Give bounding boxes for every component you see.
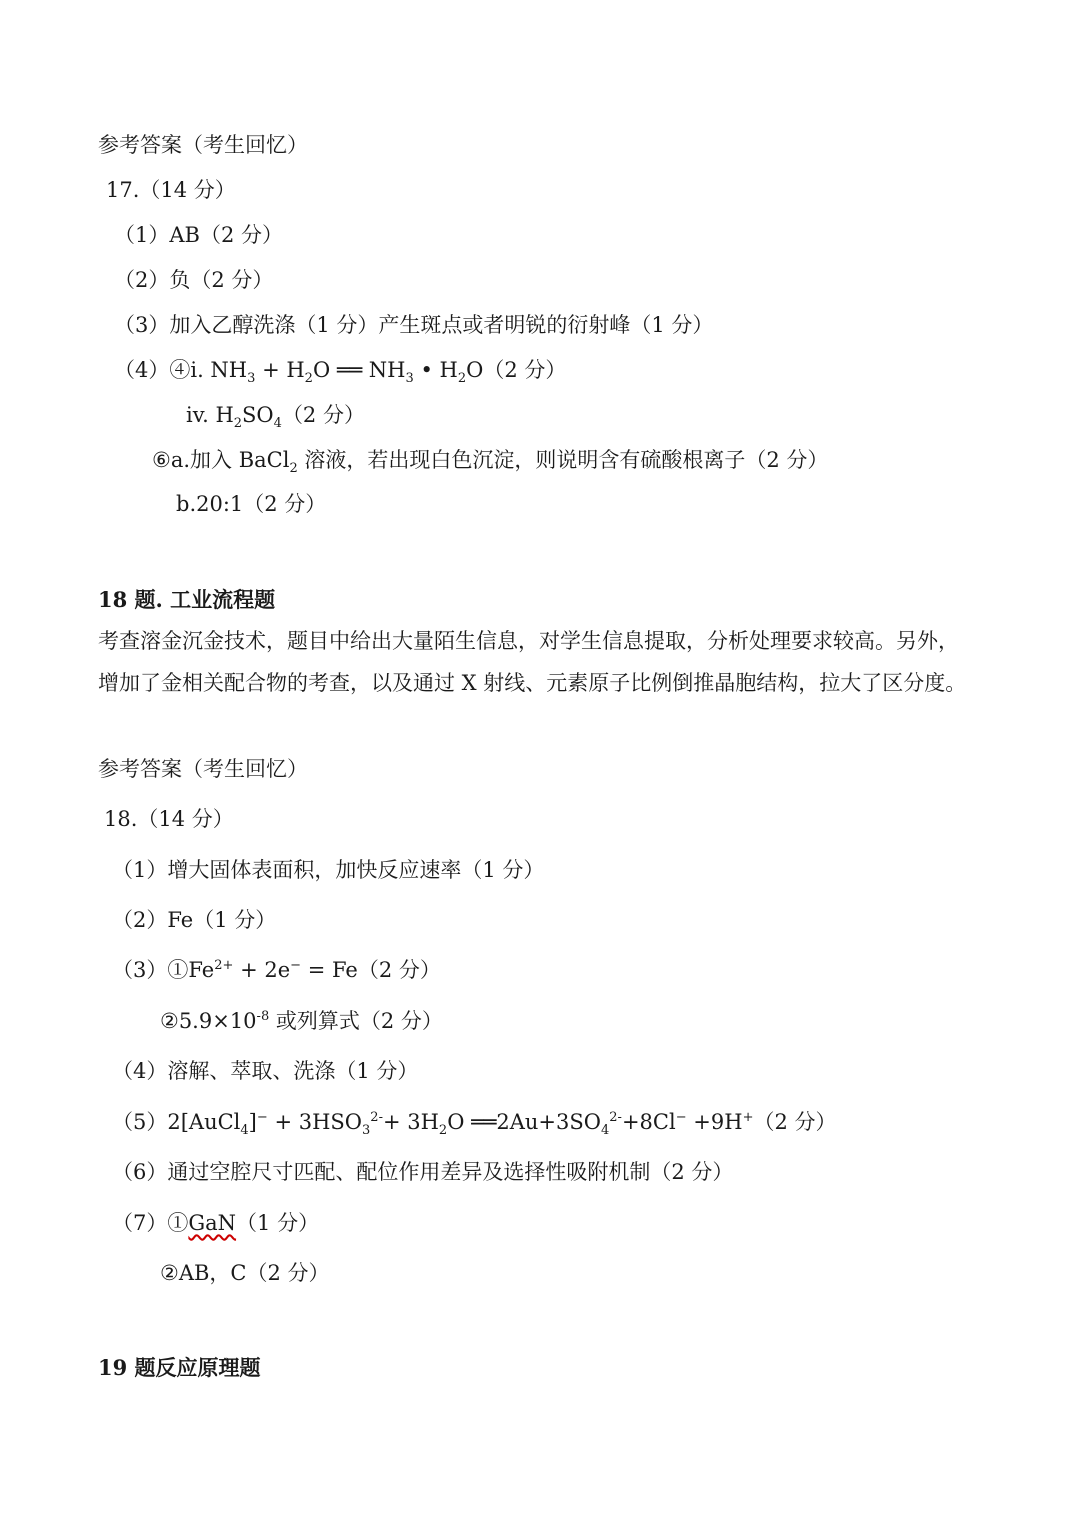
answer-17-6b: b.20:1（2 分）: [176, 492, 327, 516]
answer-18-2: （2）Fe（1 分）: [112, 908, 277, 932]
answer-17-6a: ⑥a.加入 BaCl$_2$ 溶液，若出现白色沉淀，则说明含有硫酸根离子（2 分）: [152, 448, 829, 477]
answer-18-3-1: $(3)①Fe^{2+} + 2e^- = Fe(2$ 分）: [112, 958, 441, 982]
question-18-label: 18.（14 分）: [104, 807, 234, 831]
spellcheck-underlined-term: GaN: [188, 1211, 237, 1235]
ref-answer-heading-18: 参考答案（考生回忆）: [98, 757, 308, 781]
section-18-description: 考查溶金沉金技术，题目中给出大量陌生信息，对学生信息提取，分析处理要求较高。另外，增加了金相关配合物的考查，以及通过 X 射线、元素原子比例倒推晶胞结构，拉大了区分度。: [98, 629, 967, 695]
answer-17-4-iv: iv. $H_2SO_4(2$ 分）: [186, 403, 365, 432]
section-18-title: 18 题. 工业流程题: [98, 587, 276, 612]
answer-18-3-2: $②5.9\times 10^{-8}$ 或列算式（2 分）: [160, 1009, 443, 1033]
answer-17-3: （3）加入乙醇洗涤（1 分）产生斑点或者明锐的衍射峰（1 分）: [114, 313, 714, 337]
answer-18-1: （1）增大固体表面积，加快反应速率（1 分）: [112, 858, 545, 882]
answer-18-7-1: （7）①GaN（1 分）: [112, 1211, 320, 1235]
answer-18-5: （5）2[AuCl$_4$]− + $3HSO_3^{2-}+ 3H_2O$ $══2Au+3SO_4^{2-}+8Cl^- +9H^+(2$ 分）: [112, 1110, 837, 1139]
question-17-label: 17.（14 分）: [106, 178, 236, 202]
answer-17-4-i: （4）④i. $NH_3 + H_2O$ ══ $NH_3$ • $H_2O(2$ 分）: [114, 358, 567, 387]
answer-18-7-2: ②AB，C（2 分）: [160, 1261, 330, 1285]
answer-18-6: （6）通过空腔尺寸匹配、配位作用差异及选择性吸附机制（2 分）: [112, 1160, 734, 1184]
answer-18-4: （4）溶解、萃取、洗涤（1 分）: [112, 1059, 419, 1083]
ref-answer-heading-17: 参考答案（考生回忆）: [98, 133, 308, 157]
answer-17-2: （2）负（2 分）: [114, 268, 274, 292]
section-19-title: 19 题反应原理题: [98, 1355, 261, 1380]
answer-17-1: （1）AB（2 分）: [114, 223, 283, 247]
